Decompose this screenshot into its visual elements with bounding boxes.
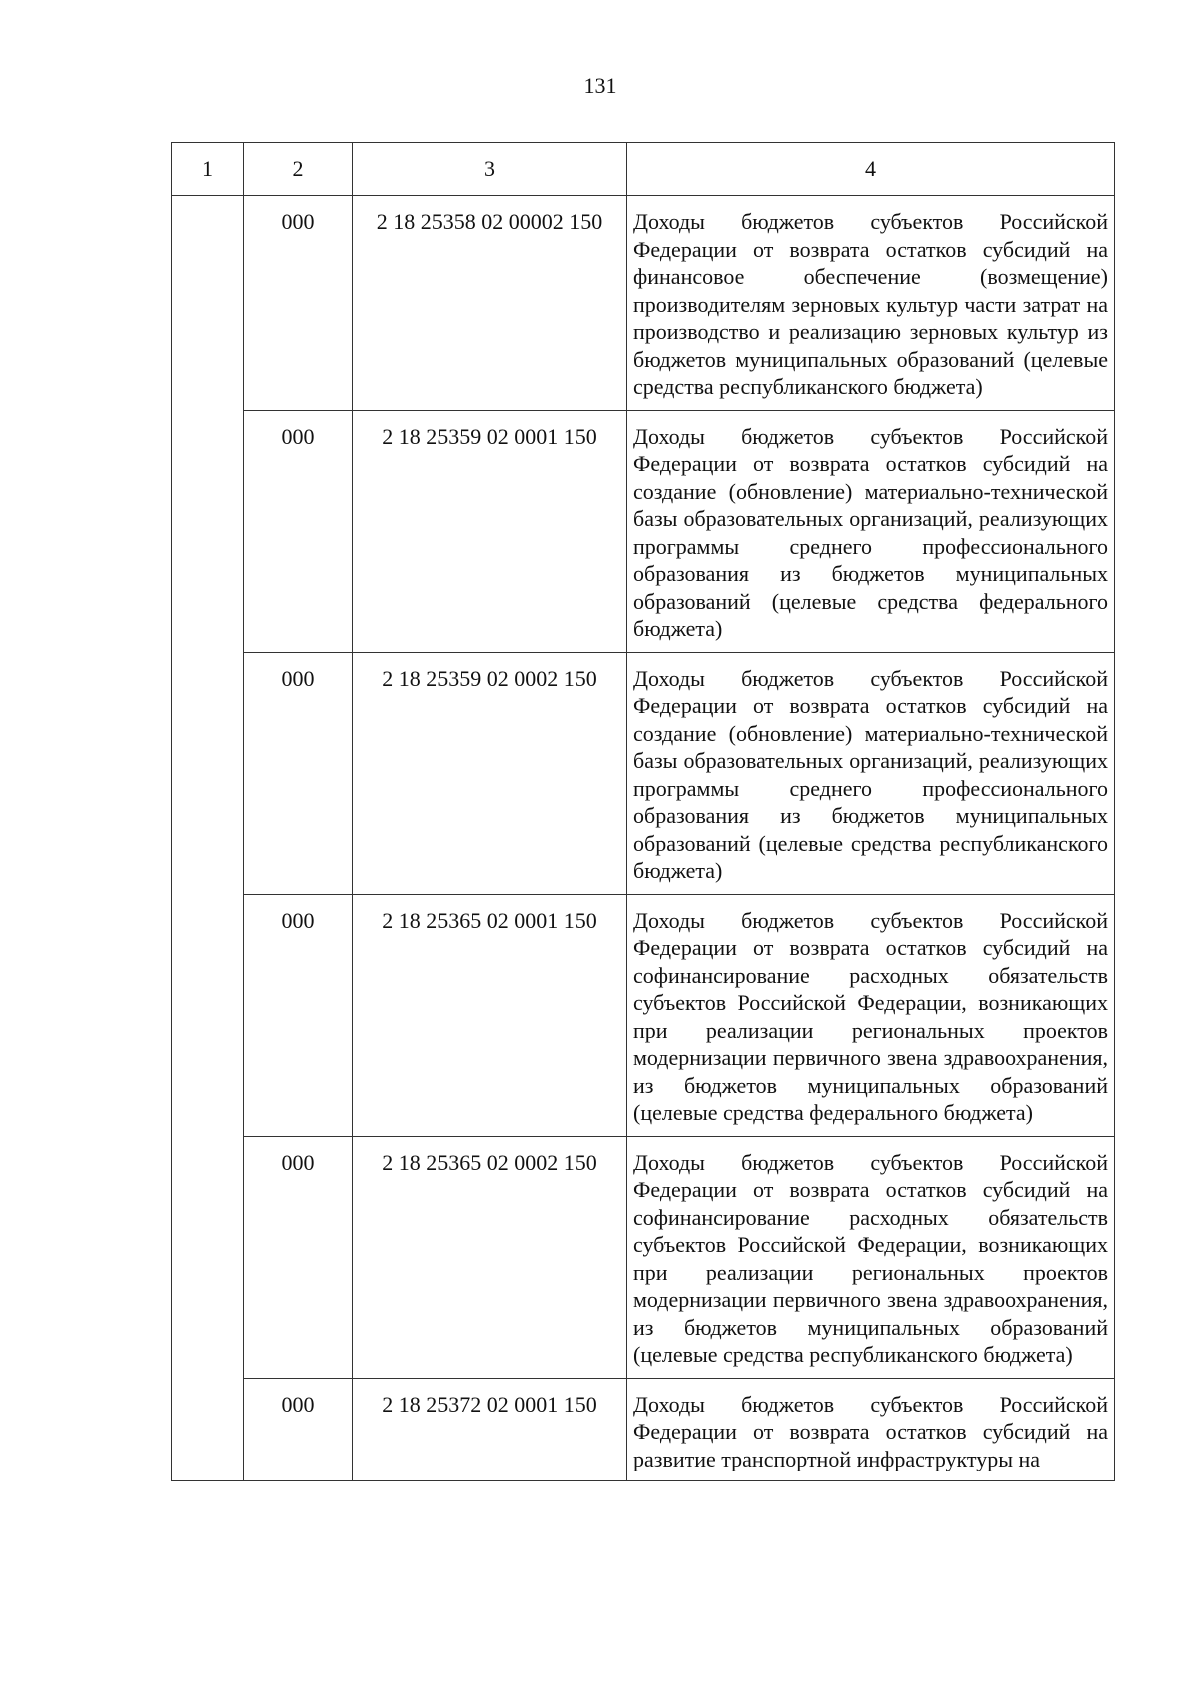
row-col1-cell bbox=[172, 894, 244, 1136]
header-col-2: 2 bbox=[244, 143, 353, 196]
header-col-3: 3 bbox=[353, 143, 627, 196]
description-text: Доходы бюджетов субъектов Российской Федерации от возврата остатков субсидий на развитие транспортной инфраструктуры на bbox=[633, 1391, 1108, 1471]
row-col1-cell bbox=[172, 196, 244, 411]
table-row bbox=[172, 1378, 1115, 1480]
description-cell bbox=[627, 1378, 1115, 1480]
income-code-cell: 2 18 25372 02 0001 150 bbox=[353, 1378, 627, 1480]
description-cell: Доходы бюджетов субъектов Российской Федерации от возврата остатков субсидий на финансовое обеспечение (возмещение) производителям зерновых культур части затрат на производство и реализацию зерновых культур из бюджетов муниципальных образований (целевые средства республиканского бюджета) bbox=[627, 196, 1115, 411]
row-col1-cell bbox=[172, 652, 244, 894]
admin-code-cell: 000 bbox=[244, 1136, 353, 1378]
admin-code-cell: 000 bbox=[244, 894, 353, 1136]
admin-code-cell: 000 bbox=[244, 410, 353, 652]
income-code-cell: 2 18 25359 02 0001 150 bbox=[353, 410, 627, 652]
table-row bbox=[172, 410, 1115, 652]
description-cell: Доходы бюджетов субъектов Российской Федерации от возврата остатков субсидий на софинансирование расходных обязательств субъектов Российской Федерации, возникающих при реализации региональных проектов модернизации первичного звена здравоохранения, из бюджетов муниципальных образований (целевые средства республиканского бюджета) bbox=[627, 1136, 1115, 1378]
table-row bbox=[172, 1136, 1115, 1378]
page-number: 131 bbox=[583, 73, 617, 98]
budget-income-table bbox=[171, 142, 1115, 1481]
description-cell: Доходы бюджетов субъектов Российской Федерации от возврата остатков субсидий на создание (обновление) материально-технической базы образовательных организаций, реализующих программы среднего профессионального образования из бюджетов муниципальных образований (целевые средства федерального бюджета) bbox=[627, 410, 1115, 652]
row-col1-cell bbox=[172, 1378, 244, 1480]
table-header-row bbox=[172, 143, 1115, 196]
row-col1-cell bbox=[172, 410, 244, 652]
admin-code-cell: 000 bbox=[244, 196, 353, 411]
row-col1-cell bbox=[172, 1136, 244, 1378]
income-code-cell: 2 18 25365 02 0001 150 bbox=[353, 894, 627, 1136]
income-code-cell: 2 18 25358 02 00002 150 bbox=[353, 196, 627, 411]
income-code-cell: 2 18 25365 02 0002 150 bbox=[353, 1136, 627, 1378]
description-cell: Доходы бюджетов субъектов Российской Федерации от возврата остатков субсидий на создание (обновление) материально-технической базы образовательных организаций, реализующих программы среднего профессионального образования из бюджетов муниципальных образований (целевые средства республиканского бюджета) bbox=[627, 652, 1115, 894]
income-code-cell: 2 18 25359 02 0002 150 bbox=[353, 652, 627, 894]
description-cell: Доходы бюджетов субъектов Российской Федерации от возврата остатков субсидий на софинансирование расходных обязательств субъектов Российской Федерации, возникающих при реализации региональных проектов модернизации первичного звена здравоохранения, из бюджетов муниципальных образований (целевые средства федерального бюджета) bbox=[627, 894, 1115, 1136]
table-row bbox=[172, 894, 1115, 1136]
header-col-4: 4 bbox=[627, 143, 1115, 196]
admin-code-cell: 000 bbox=[244, 1378, 353, 1480]
header-col-1: 1 bbox=[172, 143, 244, 196]
table-row bbox=[172, 652, 1115, 894]
admin-code-cell: 000 bbox=[244, 652, 353, 894]
table-row bbox=[172, 196, 1115, 411]
